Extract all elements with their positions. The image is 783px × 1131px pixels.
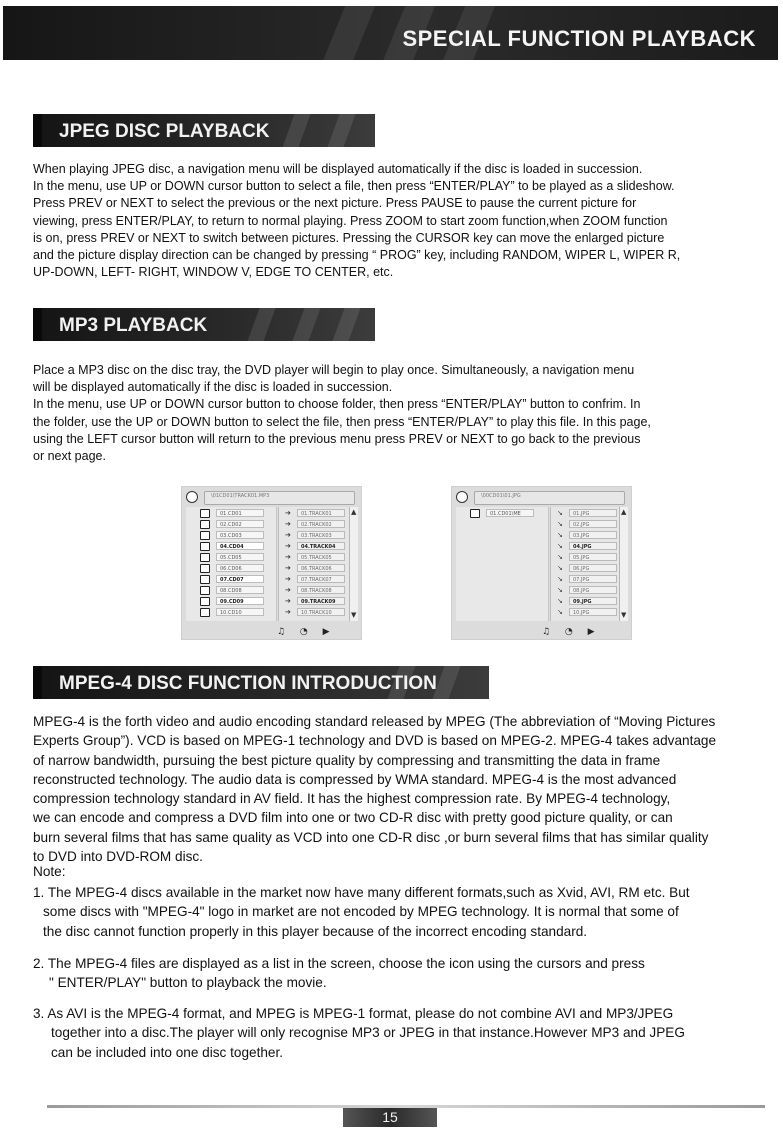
disc-icon xyxy=(456,491,468,503)
mpeg4-description xyxy=(33,712,775,866)
file-item[interactable] xyxy=(279,553,358,563)
text-line: burn several films that has same quality as VCD into one CD-R disc ,or burn several films that has similar quality xyxy=(33,829,709,845)
scroll-down-icon[interactable]: ▼ xyxy=(351,611,357,619)
image-file-icon: ↘ xyxy=(557,553,563,561)
folder-item[interactable] xyxy=(186,531,276,541)
text-line: Experts Group”). VCD is based on MPEG-1 technology and DVD is based on MPEG-2. MPEG-4 takes advantage xyxy=(33,733,717,749)
file-item[interactable] xyxy=(551,520,628,530)
file-item[interactable] xyxy=(279,542,358,552)
path-bar xyxy=(204,491,355,505)
file-item[interactable] xyxy=(279,608,358,618)
text-line: the folder, use the UP or DOWN button to select the file, then press “ENTER/PLAY” to play this file. In this page, xyxy=(33,414,651,429)
text-line: compression technology standard in AV field. It has the highest compression rate. By MPEG-4 technology, xyxy=(33,791,671,807)
folder-label: 09.CD09 xyxy=(216,597,264,605)
path-bar xyxy=(474,491,625,505)
audio-file-icon: ➔ xyxy=(285,597,291,605)
file-label: 08.TRACK08 xyxy=(297,586,345,594)
text-line: can be included into one disc together. xyxy=(51,1044,284,1060)
folder-label: 06.CD06 xyxy=(216,564,264,572)
audio-file-icon: ➔ xyxy=(285,564,291,572)
text-line: In the menu, use UP or DOWN cursor button to select a file, then press “ENTER/PLAY” to be played as a slideshow. xyxy=(33,179,675,194)
notes-label xyxy=(33,862,775,881)
folder-label: 10.CD10 xyxy=(216,608,264,616)
scroll-down-icon[interactable]: ▼ xyxy=(621,611,627,619)
text-line: UP-DOWN, LEFT- RIGHT, WINDOW V, EDGE TO CENTER, etc. xyxy=(33,265,394,280)
scroll-up-icon[interactable]: ▲ xyxy=(351,508,357,516)
folder-label: 01.CD01\ME xyxy=(486,509,534,517)
playback-controls[interactable]: ♫ ◔ ▶ xyxy=(542,627,601,637)
text-line: Press PREV or NEXT to select the previous or the next picture. Press PAUSE to pause the current picture for xyxy=(33,196,637,211)
file-item[interactable] xyxy=(279,520,358,530)
file-label: 02.TRACK02 xyxy=(297,520,345,528)
file-item[interactable] xyxy=(551,509,628,519)
jpeg-navigation-menu xyxy=(451,486,632,640)
file-label: 04.JPG xyxy=(569,542,617,550)
folder-icon xyxy=(200,542,210,551)
file-label: 06.JPG xyxy=(569,564,617,572)
text-line: 3. As AVI is the MPEG-4 format, and MPEG is MPEG-1 format, please do not combine AVI and MP3/JPEG xyxy=(33,1006,674,1021)
file-item[interactable] xyxy=(551,531,628,541)
text-line: some discs with "MPEG-4" logo in market are not encoded by MPEG technology. It is normal that some of xyxy=(43,904,679,920)
file-label: 02.JPG xyxy=(569,520,617,528)
text-line: 1. The MPEG-4 discs available in the market now have many different formats,such as Xvid, AVI, RM etc. But xyxy=(33,885,690,900)
file-label: 05.JPG xyxy=(569,553,617,561)
image-file-icon: ↘ xyxy=(557,564,563,572)
text-line: reconstructed technology. The audio data is compressed by WMA standard. MPEG-4 is the most advanced xyxy=(33,771,677,787)
path-text: \00CD01\01.JPG xyxy=(481,493,521,499)
file-label: 09.JPG xyxy=(569,597,617,605)
section-title-mpeg4: MPEG-4 DISC FUNCTION INTRODUCTION xyxy=(59,673,437,694)
jpeg-description xyxy=(33,161,768,281)
folder-label: 04.CD04 xyxy=(216,542,264,550)
file-item[interactable] xyxy=(551,597,628,607)
file-item[interactable] xyxy=(551,586,628,596)
folder-item[interactable] xyxy=(456,509,548,519)
text-line: In the menu, use UP or DOWN cursor button to choose folder, then press “ENTER/PLAY” button to confrim. In xyxy=(33,397,641,412)
scrollbar[interactable] xyxy=(619,507,628,621)
audio-file-icon: ➔ xyxy=(285,520,291,528)
file-label: 03.TRACK03 xyxy=(297,531,345,539)
text-line: to DVD into DVD-ROM disc. xyxy=(33,849,203,865)
note-2 xyxy=(33,954,775,993)
image-file-icon: ↘ xyxy=(557,575,563,583)
section-title-mp3: MP3 PLAYBACK xyxy=(59,315,208,336)
text-line: together into a disc.The player will only recognise MP3 or JPEG in that instance.However MP3 and JPEG xyxy=(51,1025,685,1041)
audio-file-icon: ➔ xyxy=(285,575,291,583)
file-item[interactable] xyxy=(551,564,628,574)
file-item[interactable] xyxy=(279,586,358,596)
text-line: the disc cannot function properly in this player because of the incorrect encoding standard. xyxy=(43,923,588,939)
folder-icon xyxy=(200,509,210,518)
image-file-icon: ↘ xyxy=(557,531,563,539)
folder-item[interactable] xyxy=(186,564,276,574)
text-line: viewing, press ENTER/PLAY, to return to normal playing. Press ZOOM to start zoom function,when ZOOM function xyxy=(33,213,668,228)
image-file-icon: ↘ xyxy=(557,597,563,605)
file-item[interactable] xyxy=(279,597,358,607)
file-label: 03.JPG xyxy=(569,531,617,539)
folder-item[interactable] xyxy=(186,575,276,585)
file-list xyxy=(550,507,628,621)
folder-item[interactable] xyxy=(186,597,276,607)
folder-icon xyxy=(200,553,210,562)
file-item[interactable] xyxy=(551,575,628,585)
file-label: 01.TRACK01 xyxy=(297,509,345,517)
file-list xyxy=(278,507,358,621)
text-line: and the picture display direction can be changed by pressing “ PROG” key, including RANDOM, WIPER L, WIPER R, xyxy=(33,248,681,263)
image-file-icon: ↘ xyxy=(557,509,563,517)
file-item[interactable] xyxy=(551,542,628,552)
note-1 xyxy=(33,883,775,941)
folder-item[interactable] xyxy=(186,520,276,530)
playback-controls[interactable]: ♫ ◔ ▶ xyxy=(277,627,336,637)
note-3 xyxy=(33,1004,775,1062)
section-header-mp3 xyxy=(33,308,375,341)
folder-label: 02.CD02 xyxy=(216,520,264,528)
image-file-icon: ↘ xyxy=(557,520,563,528)
audio-file-icon: ➔ xyxy=(285,553,291,561)
text-line: 2. The MPEG-4 files are displayed as a list in the screen, choose the icon using the cursors and press xyxy=(33,956,645,971)
section-header-mpeg4 xyxy=(33,666,489,699)
file-label: 01.JPG xyxy=(569,509,617,517)
file-item[interactable] xyxy=(551,608,628,618)
file-label: 09.TRACK09 xyxy=(297,597,345,605)
text-line: of narrow bandwidth, pursuing the best picture quality by compressing and transmitting the data in frame xyxy=(33,752,661,768)
folder-icon xyxy=(200,531,210,540)
file-item[interactable] xyxy=(279,564,358,574)
image-file-icon: ↘ xyxy=(557,608,563,616)
page-title: SPECIAL FUNCTION PLAYBACK xyxy=(402,26,756,51)
folder-list xyxy=(456,507,549,621)
audio-file-icon: ➔ xyxy=(285,586,291,594)
banner-decoration xyxy=(317,6,379,60)
note-heading: Note: xyxy=(33,864,66,879)
scrollbar[interactable] xyxy=(349,507,358,621)
file-label: 06.TRACK06 xyxy=(297,564,345,572)
text-line: " ENTER/PLAY" button to playback the movie. xyxy=(49,975,327,991)
path-text: \01CD01\TRACK01.MP3 xyxy=(211,493,270,499)
file-item[interactable] xyxy=(279,575,358,585)
folder-icon xyxy=(200,608,210,617)
image-file-icon: ↘ xyxy=(557,542,563,550)
folder-icon xyxy=(200,597,210,606)
mp3-description xyxy=(33,362,768,465)
audio-file-icon: ➔ xyxy=(285,531,291,539)
folder-icon xyxy=(200,575,210,584)
file-item[interactable] xyxy=(279,531,358,541)
folder-label: 05.CD05 xyxy=(216,553,264,561)
text-line: When playing JPEG disc, a navigation menu will be displayed automatically if the disc is loaded in succession. xyxy=(33,162,643,176)
file-label: 07.JPG xyxy=(569,575,617,583)
audio-file-icon: ➔ xyxy=(285,542,291,550)
folder-label: 01.CD01 xyxy=(216,509,264,517)
text-line: or next page. xyxy=(33,449,106,464)
section-header-jpeg xyxy=(33,114,375,147)
folder-icon xyxy=(200,520,210,529)
file-item[interactable] xyxy=(279,509,358,519)
page-header-banner xyxy=(3,6,778,60)
file-label: 10.JPG xyxy=(569,608,617,616)
file-label: 08.JPG xyxy=(569,586,617,594)
folder-icon xyxy=(200,564,210,573)
disc-icon xyxy=(186,491,198,503)
text-line: we can encode and compress a DVD film into one or two CD-R disc with pretty good picture quality, or can xyxy=(33,810,673,826)
text-line: is on, press PREV or NEXT to switch between pictures. Pressing the CURSOR key can move the enlarged picture xyxy=(33,230,665,245)
folder-icon xyxy=(470,509,480,518)
scroll-up-icon[interactable]: ▲ xyxy=(621,508,627,516)
file-label: 07.TRACK07 xyxy=(297,575,345,583)
folder-icon xyxy=(200,586,210,595)
text-line: Place a MP3 disc on the disc tray, the DVD player will begin to play once. Simultaneously, a navigation menu xyxy=(33,363,635,377)
file-label: 10.TRACK10 xyxy=(297,608,345,616)
file-label: 05.TRACK05 xyxy=(297,553,345,561)
folder-item[interactable] xyxy=(186,608,276,618)
file-item[interactable] xyxy=(551,553,628,563)
image-file-icon: ↘ xyxy=(557,586,563,594)
section-title-jpeg: JPEG DISC PLAYBACK xyxy=(59,121,270,142)
audio-file-icon: ➔ xyxy=(285,509,291,517)
folder-list xyxy=(186,507,277,621)
folder-item[interactable] xyxy=(186,542,276,552)
page-number-box xyxy=(343,1108,437,1127)
folder-label: 08.CD08 xyxy=(216,586,264,594)
text-line: using the LEFT cursor button will return to the previous menu press PREV or NEXT to go back to the previous xyxy=(33,431,641,446)
folder-label: 07.CD07 xyxy=(216,575,264,583)
folder-item[interactable] xyxy=(186,586,276,596)
text-line: will be displayed automatically if the disc is loaded in succession. xyxy=(33,380,393,395)
folder-item[interactable] xyxy=(186,509,276,519)
page-number: 15 xyxy=(382,1109,398,1125)
audio-file-icon: ➔ xyxy=(285,608,291,616)
file-label: 04.TRACK04 xyxy=(297,542,345,550)
folder-label: 03.CD03 xyxy=(216,531,264,539)
text-line: MPEG-4 is the forth video and audio encoding standard released by MPEG (The abbreviation of “Moving Pictures xyxy=(33,714,716,729)
folder-item[interactable] xyxy=(186,553,276,563)
mp3-navigation-menu xyxy=(181,486,362,640)
